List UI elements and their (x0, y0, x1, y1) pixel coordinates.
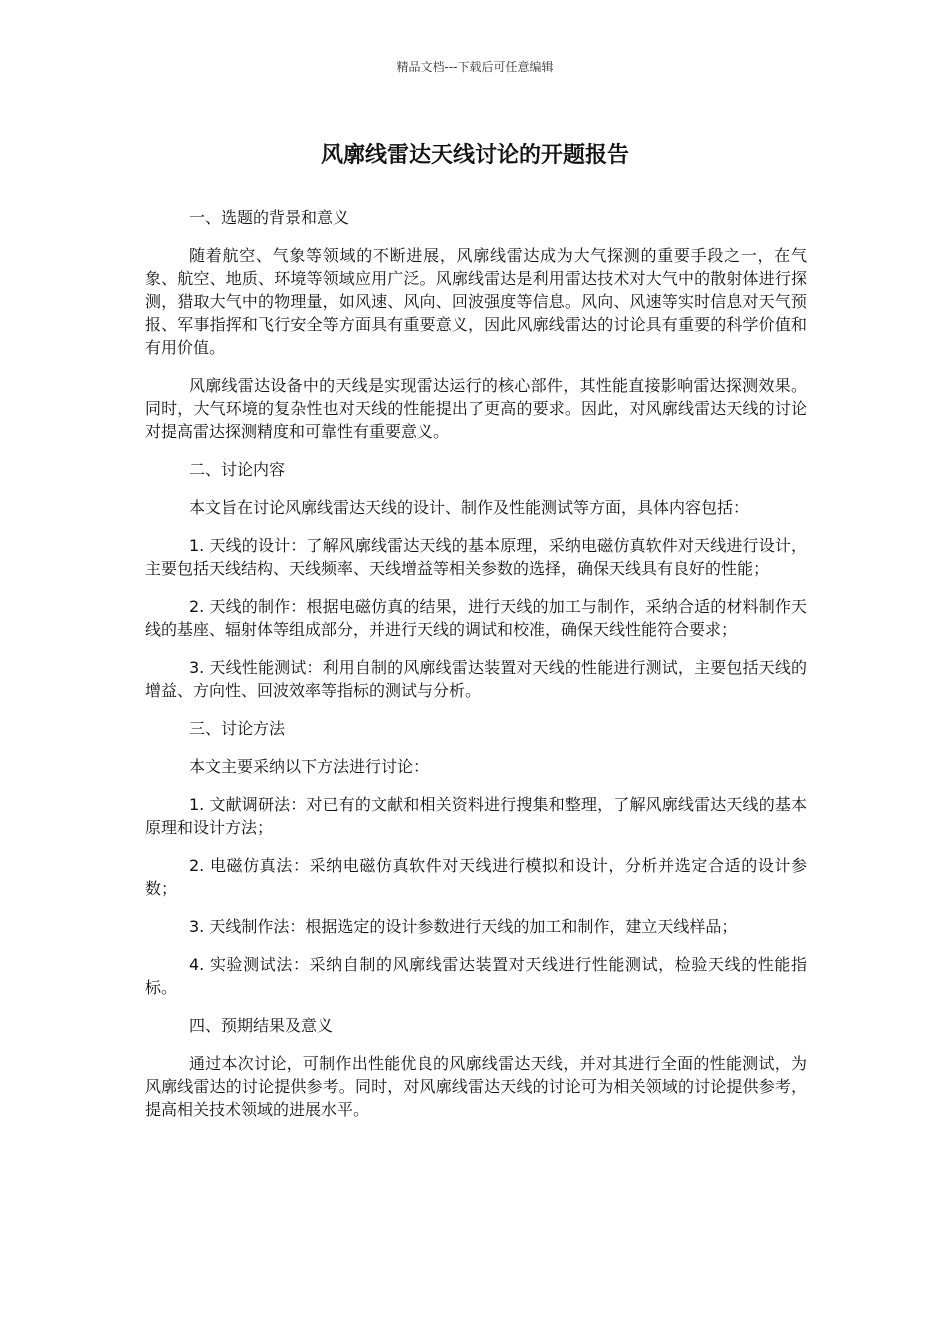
paragraph-content-intro: 本文旨在讨论风廓线雷达天线的设计、制作及性能测试等方面，具体内容包括： (189, 498, 750, 517)
list-item-content-2: 2. 天线的制作：根据电磁仿真的结果，进行天线的加工与制作，采纳合适的材料制作天线的基座、辐射体等组成部分，并进行天线的调试和校准，确保天线性能符合要求； (145, 597, 807, 639)
header-note: 精品文档---下载后可任意编辑 (396, 60, 554, 74)
list-item-content-3: 3. 天线性能测试：利用自制的风廓线雷达装置对天线的性能进行测试，主要包括天线的增益、方向性、回波效率等指标的测试与分析。 (145, 658, 807, 700)
section-heading-content: 二、讨论内容 (189, 460, 286, 479)
paragraph-results: 通过本次讨论，可制作出性能优良的风廓线雷达天线，并对其进行全面的性能测试，为风廓线雷达的讨论提供参考。同时，对风廓线雷达天线的讨论可为相关领域的讨论提供参考，提高相关技术领域的进展水平。 (145, 1054, 807, 1119)
section-heading-background: 一、选题的背景和意义 (189, 208, 350, 227)
paragraph-background-2: 风廓线雷达设备中的天线是实现雷达运行的核心部件，其性能直接影响雷达探测效果。同时，大气环境的复杂性也对天线的性能提出了更高的要求。因此，对风廓线雷达天线的讨论对提高雷达探测精度和可靠性有重要意义。 (145, 376, 807, 441)
document-body (145, 206, 807, 1136)
list-item-method-2: 2. 电磁仿真法：采纳电磁仿真软件对天线进行模拟和设计，分析并选定合适的设计参数； (145, 856, 807, 898)
list-item-method-4: 4. 实验测试法：采纳自制的风廓线雷达装置对天线进行性能测试，检验天线的性能指标。 (145, 955, 807, 997)
section-heading-results: 四、预期结果及意义 (189, 1016, 334, 1035)
paragraph-background-1: 随着航空、气象等领域的不断进展，风廓线雷达成为大气探测的重要手段之一，在气象、航空、地质、环境等领域应用广泛。风廓线雷达是利用雷达技术对大气中的散射体进行探测，猎取大气中的物理量，如风速、风向、回波强度等信息。风向、风速等实时信息对天气预报、军事指挥和飞行安全等方面具有重要意义，因此风廓线雷达的讨论具有重要的科学价值和有用价值。 (145, 246, 807, 357)
document-title: 风廓线雷达天线讨论的开题报告 (320, 143, 629, 168)
list-item-method-1: 1. 文献调研法：对已有的文献和相关资料进行搜集和整理，了解风廓线雷达天线的基本原理和设计方法； (145, 795, 807, 837)
section-heading-methods: 三、讨论方法 (189, 719, 286, 738)
paragraph-methods-intro: 本文主要采纳以下方法进行讨论： (189, 757, 430, 776)
list-item-method-3: 3. 天线制作法：根据选定的设计参数进行天线的加工和制作，建立天线样品； (189, 917, 738, 936)
list-item-content-1: 1. 天线的设计：了解风廓线雷达天线的基本原理，采纳电磁仿真软件对天线进行设计，主要包括天线结构、天线频率、天线增益等相关参数的选择，确保天线具有良好的性能； (145, 536, 807, 578)
